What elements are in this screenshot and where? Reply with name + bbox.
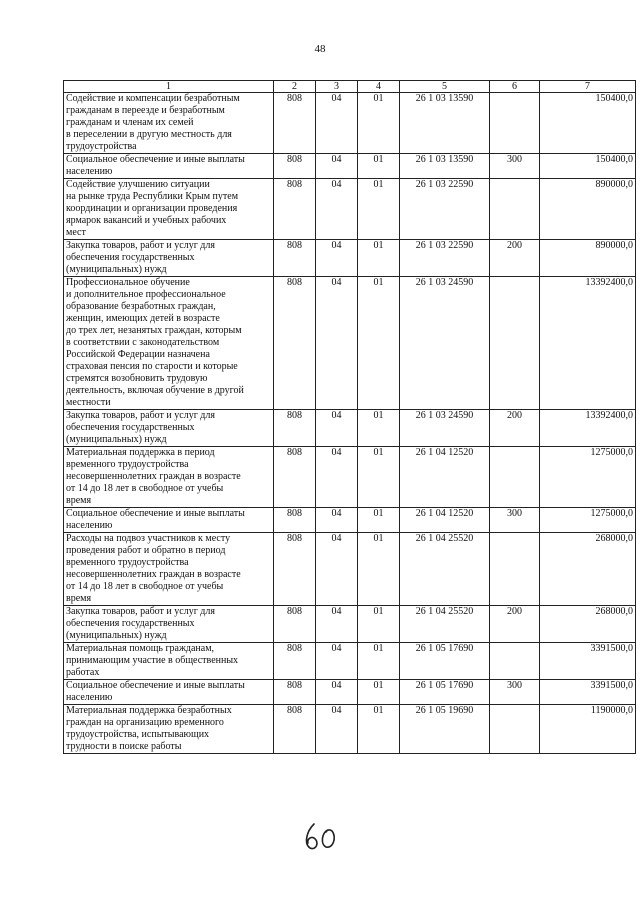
table-row xyxy=(64,93,636,154)
header-col-6: 6 xyxy=(490,81,540,93)
row-description xyxy=(64,154,274,179)
table-body xyxy=(64,93,636,754)
row-description xyxy=(64,277,274,410)
code-target-article: 26 1 03 24590 xyxy=(400,410,490,447)
description-line: (муниципальных) нужд xyxy=(66,630,167,641)
code-subsection: 01 xyxy=(358,410,400,447)
table-row xyxy=(64,240,636,277)
description-line: несовершеннолетних граждан в возрасте xyxy=(66,569,241,580)
row-description xyxy=(64,447,274,508)
code-target-article: 26 1 03 22590 xyxy=(400,240,490,277)
description-line: гражданам в переезде и безработным xyxy=(66,105,225,116)
code-target-article: 26 1 03 24590 xyxy=(400,277,490,410)
row-description xyxy=(64,606,274,643)
code-subsection: 01 xyxy=(358,447,400,508)
code-expense-type: 200 xyxy=(490,410,540,447)
code-ministry: 808 xyxy=(274,606,316,643)
description-line: Социальное обеспечение и иные выплаты xyxy=(66,680,245,691)
description-line: до трех лет, незанятых граждан, которым xyxy=(66,325,242,336)
description-line: Закупка товаров, работ и услуг для xyxy=(66,410,215,421)
row-description xyxy=(64,179,274,240)
code-subsection: 01 xyxy=(358,680,400,705)
header-col-5: 5 xyxy=(400,81,490,93)
description-line: координации и организации проведения xyxy=(66,203,238,214)
row-amount: 268000,0 xyxy=(540,533,636,606)
description-line: населению xyxy=(66,166,113,177)
description-line: (муниципальных) нужд xyxy=(66,264,167,275)
description-line: Социальное обеспечение и иные выплаты xyxy=(66,508,245,519)
code-target-article: 26 1 04 12520 xyxy=(400,447,490,508)
description-line: в соответствии с законодательством xyxy=(66,337,220,348)
row-amount: 890000,0 xyxy=(540,240,636,277)
header-col-4: 4 xyxy=(358,81,400,93)
code-ministry: 808 xyxy=(274,93,316,154)
code-section: 04 xyxy=(316,533,358,606)
code-ministry: 808 xyxy=(274,179,316,240)
code-expense-type xyxy=(490,179,540,240)
description-line: гражданам и членам их семей xyxy=(66,117,194,128)
description-line: временного трудоустройства xyxy=(66,557,189,568)
table-row xyxy=(64,705,636,754)
description-line: Профессиональное обучение xyxy=(66,277,190,288)
table-row xyxy=(64,447,636,508)
code-ministry: 808 xyxy=(274,277,316,410)
code-target-article: 26 1 03 13590 xyxy=(400,93,490,154)
row-amount: 3391500,0 xyxy=(540,680,636,705)
table-row xyxy=(64,643,636,680)
code-expense-type xyxy=(490,705,540,754)
description-line: работах xyxy=(66,667,100,678)
table-row xyxy=(64,410,636,447)
description-line: трудности в поиске работы xyxy=(66,741,182,752)
code-ministry: 808 xyxy=(274,533,316,606)
description-line: мест xyxy=(66,227,86,238)
row-description xyxy=(64,533,274,606)
description-line: проведения работ и обратно в период xyxy=(66,545,226,556)
table-row xyxy=(64,680,636,705)
code-ministry: 808 xyxy=(274,410,316,447)
description-line: деятельность, включая обучение в другой xyxy=(66,385,244,396)
code-subsection: 01 xyxy=(358,705,400,754)
row-description xyxy=(64,508,274,533)
code-expense-type: 200 xyxy=(490,606,540,643)
row-description xyxy=(64,410,274,447)
table-row xyxy=(64,277,636,410)
row-amount: 150400,0 xyxy=(540,154,636,179)
code-subsection: 01 xyxy=(358,277,400,410)
header-row xyxy=(64,81,636,93)
description-line: обеспечения государственных xyxy=(66,252,195,263)
code-section: 04 xyxy=(316,93,358,154)
code-subsection: 01 xyxy=(358,606,400,643)
description-line: временного трудоустройства xyxy=(66,459,189,470)
row-description xyxy=(64,680,274,705)
description-line: Содействие и компенсации безработным xyxy=(66,93,240,104)
description-line: Материальная поддержка безработных xyxy=(66,705,232,716)
description-line: Закупка товаров, работ и услуг для xyxy=(66,240,215,251)
row-amount: 3391500,0 xyxy=(540,643,636,680)
code-subsection: 01 xyxy=(358,154,400,179)
row-amount: 13392400,0 xyxy=(540,277,636,410)
code-expense-type xyxy=(490,643,540,680)
code-expense-type: 200 xyxy=(490,240,540,277)
row-description xyxy=(64,93,274,154)
table-row xyxy=(64,606,636,643)
description-line: несовершеннолетних граждан в возрасте xyxy=(66,471,241,482)
code-expense-type xyxy=(490,447,540,508)
code-section: 04 xyxy=(316,508,358,533)
code-ministry: 808 xyxy=(274,705,316,754)
code-subsection: 01 xyxy=(358,533,400,606)
row-amount: 13392400,0 xyxy=(540,410,636,447)
code-ministry: 808 xyxy=(274,680,316,705)
code-target-article: 26 1 05 17690 xyxy=(400,680,490,705)
code-section: 04 xyxy=(316,277,358,410)
header-col-7: 7 xyxy=(540,81,636,93)
code-expense-type xyxy=(490,93,540,154)
header-col-3: 3 xyxy=(316,81,358,93)
code-subsection: 01 xyxy=(358,93,400,154)
code-section: 04 xyxy=(316,179,358,240)
description-line: время xyxy=(66,495,92,506)
table-row xyxy=(64,154,636,179)
table-row xyxy=(64,533,636,606)
code-expense-type: 300 xyxy=(490,680,540,705)
row-description xyxy=(64,643,274,680)
code-subsection: 01 xyxy=(358,240,400,277)
code-section: 04 xyxy=(316,643,358,680)
description-line: трудоустройства xyxy=(66,141,137,152)
code-ministry: 808 xyxy=(274,154,316,179)
description-line: Российской Федерации назначена xyxy=(66,349,210,360)
header-col-1: 1 xyxy=(64,81,274,93)
description-line: Закупка товаров, работ и услуг для xyxy=(66,606,215,617)
description-line: от 14 до 18 лет в свободное от учебы xyxy=(66,581,224,592)
row-amount: 1275000,0 xyxy=(540,447,636,508)
description-line: от 14 до 18 лет в свободное от учебы xyxy=(66,483,224,494)
description-line: Социальное обеспечение и иные выплаты xyxy=(66,154,245,165)
row-amount: 1190000,0 xyxy=(540,705,636,754)
code-section: 04 xyxy=(316,240,358,277)
description-line: (муниципальных) нужд xyxy=(66,434,167,445)
code-target-article: 26 1 03 22590 xyxy=(400,179,490,240)
description-line: трудоустройства, испытывающих xyxy=(66,729,210,740)
code-expense-type: 300 xyxy=(490,508,540,533)
description-line: принимающим участие в общественных xyxy=(66,655,239,666)
description-line: ярмарок вакансий и учебных рабочих xyxy=(66,215,227,226)
code-subsection: 01 xyxy=(358,508,400,533)
description-line: Материальная помощь гражданам, xyxy=(66,643,215,654)
description-line: граждан на организацию временного xyxy=(66,717,224,728)
code-subsection: 01 xyxy=(358,643,400,680)
description-line: обеспечения государственных xyxy=(66,422,195,433)
code-ministry: 808 xyxy=(274,643,316,680)
description-line: женщин, имеющих детей в возрасте xyxy=(66,313,220,324)
handwritten-page-mark xyxy=(300,818,346,854)
description-line: обеспечения государственных xyxy=(66,618,195,629)
page-number: 48 xyxy=(314,43,326,55)
description-line: на рынке труда Республики Крым путем xyxy=(66,191,239,202)
row-amount: 1275000,0 xyxy=(540,508,636,533)
budget-table xyxy=(63,80,636,754)
row-amount: 150400,0 xyxy=(540,93,636,154)
description-line: местности xyxy=(66,397,111,408)
description-line: населению xyxy=(66,692,113,703)
row-amount: 890000,0 xyxy=(540,179,636,240)
code-ministry: 808 xyxy=(274,240,316,277)
table-row xyxy=(64,179,636,240)
description-line: страховая пенсия по старости и которые xyxy=(66,361,238,372)
code-target-article: 26 1 05 19690 xyxy=(400,705,490,754)
code-target-article: 26 1 04 25520 xyxy=(400,606,490,643)
code-section: 04 xyxy=(316,447,358,508)
code-subsection: 01 xyxy=(358,179,400,240)
description-line: населению xyxy=(66,520,113,531)
code-ministry: 808 xyxy=(274,508,316,533)
code-section: 04 xyxy=(316,606,358,643)
table-row xyxy=(64,508,636,533)
row-description xyxy=(64,705,274,754)
description-line: и дополнительное профессиональное xyxy=(66,289,226,300)
description-line: Расходы на подвоз участников к месту xyxy=(66,533,231,544)
code-section: 04 xyxy=(316,705,358,754)
code-target-article: 26 1 04 25520 xyxy=(400,533,490,606)
description-line: время xyxy=(66,593,92,604)
code-expense-type: 300 xyxy=(490,154,540,179)
header-col-2: 2 xyxy=(274,81,316,93)
code-section: 04 xyxy=(316,680,358,705)
description-line: Содействие улучшению ситуации xyxy=(66,179,210,190)
description-line: стремятся возобновить трудовую xyxy=(66,373,208,384)
code-section: 04 xyxy=(316,410,358,447)
code-target-article: 26 1 05 17690 xyxy=(400,643,490,680)
code-target-article: 26 1 03 13590 xyxy=(400,154,490,179)
code-ministry: 808 xyxy=(274,447,316,508)
code-target-article: 26 1 04 12520 xyxy=(400,508,490,533)
code-section: 04 xyxy=(316,154,358,179)
code-expense-type xyxy=(490,533,540,606)
row-amount: 268000,0 xyxy=(540,606,636,643)
description-line: образование безработных граждан, xyxy=(66,301,216,312)
row-description xyxy=(64,240,274,277)
description-line: в переселении в другую местность для xyxy=(66,129,232,140)
description-line: Материальная поддержка в период xyxy=(66,447,215,458)
code-expense-type xyxy=(490,277,540,410)
